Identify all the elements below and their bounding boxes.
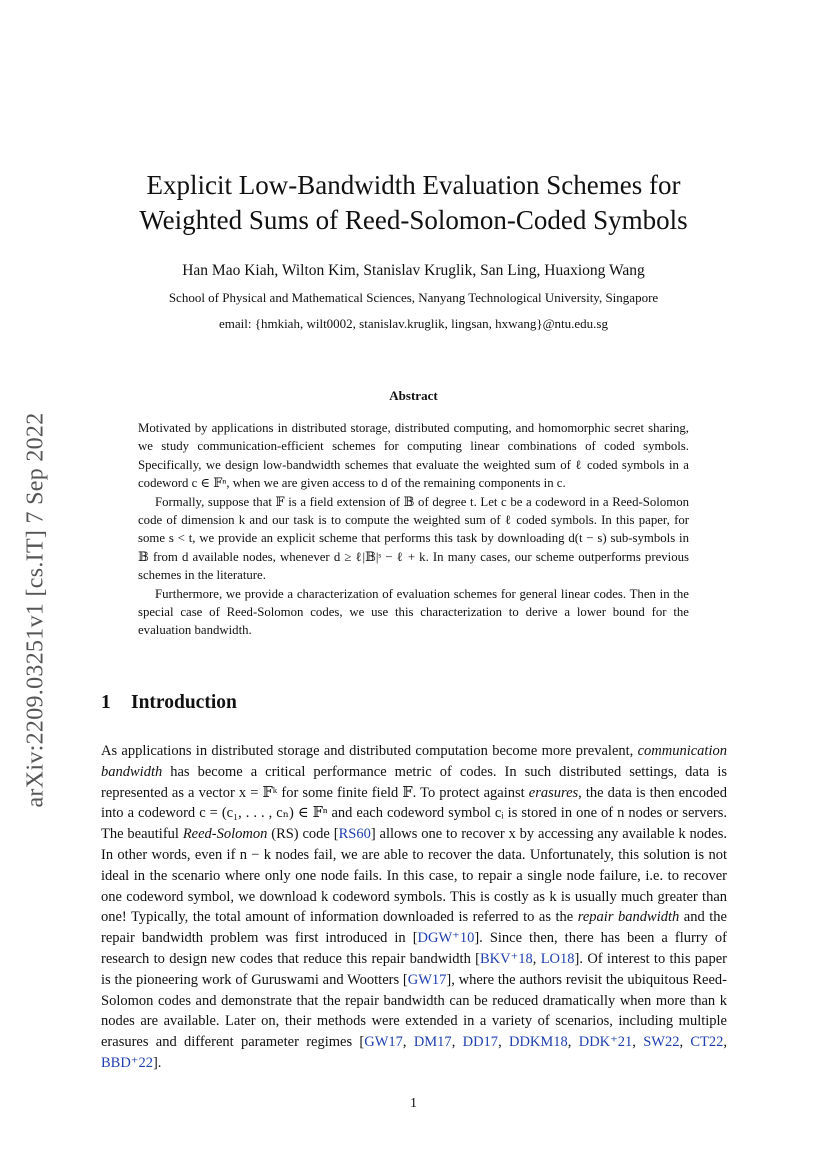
citation-separator: , [567, 1034, 579, 1051]
introduction-body [101, 741, 727, 1074]
author-list: Han Mao Kiah, Wilton Kim, Stanislav Kruglik, San Ling, Huaxiong Wang [182, 262, 645, 279]
intro-text: , the data is then encoded into a codeword c = (c₁, . . . , cₙ) ∈ 𝔽ⁿ and each codeword symbol cᵢ is stored in one of n nodes or servers. The beautiful [101, 784, 727, 843]
citation-link[interactable]: RS60 [338, 826, 371, 843]
citation-link[interactable]: CT22 [690, 1034, 724, 1051]
intro-text: (RS) code [ [267, 826, 339, 843]
section-title: Introduction [131, 692, 237, 713]
citation-link[interactable]: DGW⁺10 [417, 930, 475, 947]
citation-link[interactable]: GW17 [407, 971, 447, 988]
citation-separator: , [679, 1034, 691, 1051]
intro-paragraph [101, 741, 727, 1074]
paper-title [0, 168, 827, 238]
arxiv-sidebar [16, 380, 56, 840]
citation-link[interactable]: BKV⁺18 [479, 950, 533, 967]
citation-link[interactable]: DM17 [413, 1034, 452, 1051]
intro-emphasis: repair bandwidth [577, 909, 680, 926]
abstract-body [138, 419, 689, 640]
intro-text: ]. Of interest to this paper is the pioneering work of Guruswami and Wootters [ [101, 950, 727, 988]
citation-link[interactable]: GW17 [364, 1034, 403, 1051]
arxiv-identifier: arXiv:2209.03251v1 [cs.IT] 7 Sep 2022 [22, 412, 49, 808]
section-heading [101, 692, 237, 714]
citation-link[interactable]: DD17 [462, 1034, 499, 1051]
intro-text: has become a critical performance metric of codes. In such distributed settings, data is represented as a vector x = 𝔽ᵏ for some finite field 𝔽. To protect against [101, 763, 727, 801]
abstract-paragraph-1: Motivated by applications in distributed storage, distributed computing, and homomorphic secret sharing, we study communication-efficient schemes for computing linear combinations of coded symbols. Specifically, we design low-bandwidth schemes that evaluate the weighted sum of ℓ coded symbols in a codeword c ∈ 𝔽ⁿ, when we are given access to d of the remaining components in c. [138, 421, 689, 491]
intro-text: ]. Since then, there has been a flurry of research to design new codes that reduce this repair bandwidth [ [101, 930, 728, 967]
email-line: email: {hmkiah, wilt0002, stanislav.kruglik, lingsan, hxwang}@ntu.edu.sg [218, 316, 608, 331]
affiliation: School of Physical and Mathematical Sciences, Nanyang Technological University, Singapore [168, 290, 659, 305]
intro-emphasis: Reed-Solomon [182, 826, 268, 843]
title-line-1: Explicit Low-Bandwidth Evaluation Schemes for [146, 170, 681, 200]
citation-link[interactable]: BBD⁺22 [101, 1054, 153, 1071]
abstract-paragraph-3: Furthermore, we provide a characterization of evaluation schemes for general linear codes. Then in the special case of Reed-Solomon codes, we use this characterization to derive a lower bound for the evaluation bandwidth. [138, 586, 689, 638]
citation-separator: , [498, 1034, 509, 1051]
intro-text: As applications in distributed storage and distributed computation become more prevalent, [101, 743, 638, 759]
citation-separator: , [632, 1034, 644, 1051]
citation-link[interactable]: DDK⁺21 [578, 1034, 633, 1051]
intro-text: ] allows one to recover x by accessing any available k nodes. In other words, even if n − k nodes fail, we are able to recover the data. Unfortunately, this solution is not ideal in the scenario where only one node fails. In this case, to repair a single node failure, i.e. to recover one codeword symbol, we download k codeword symbols. This is costly as k is usually much greater than one! Typically, the total amount of information downloaded is referred to as the [101, 826, 727, 926]
section-number: 1 [101, 692, 111, 713]
citation-separator: , [723, 1034, 728, 1051]
citation-link[interactable]: DDKM18 [508, 1034, 568, 1051]
citation-link[interactable]: LO18 [540, 950, 575, 967]
title-line-2: Weighted Sums of Reed-Solomon-Coded Symbols [139, 205, 688, 235]
intro-text: ], where the authors revisit the ubiquitous Reed-Solomon codes and demonstrate that the repair bandwidth can be reduced dramatically when more than k nodes are available. Later on, their methods were extended in a variety of scenarios, including multiple erasures and different parameter regimes [ [101, 971, 728, 1051]
citation-separator: , [451, 1034, 463, 1051]
citation-separator: , [532, 950, 541, 967]
intro-emphasis: communication bandwidth [101, 743, 727, 780]
abstract-heading: Abstract [389, 388, 438, 403]
intro-text: ]. [152, 1054, 162, 1071]
abstract-paragraph-2: Formally, suppose that 𝔽 is a field extension of 𝔹 of degree t. Let c be a codeword in a Reed-Solomon code of dimension k and our task is to compute the weighted sum of ℓ coded symbols. In this paper, for some s < t, we provide an explicit scheme that performs this task by downloading d(t − s) sub-symbols in 𝔹 from d available nodes, whenever d ≥ ℓ|𝔹|ˢ − ℓ + k. In many cases, our scheme outperforms previous schemes in the literature. [138, 494, 689, 583]
citation-separator: , [402, 1034, 414, 1051]
page-number: 1 [410, 1096, 417, 1111]
citation-link[interactable]: SW22 [643, 1034, 680, 1051]
intro-text: and the repair bandwidth problem was first introduced in [ [101, 909, 727, 947]
intro-emphasis: erasures [528, 784, 579, 801]
